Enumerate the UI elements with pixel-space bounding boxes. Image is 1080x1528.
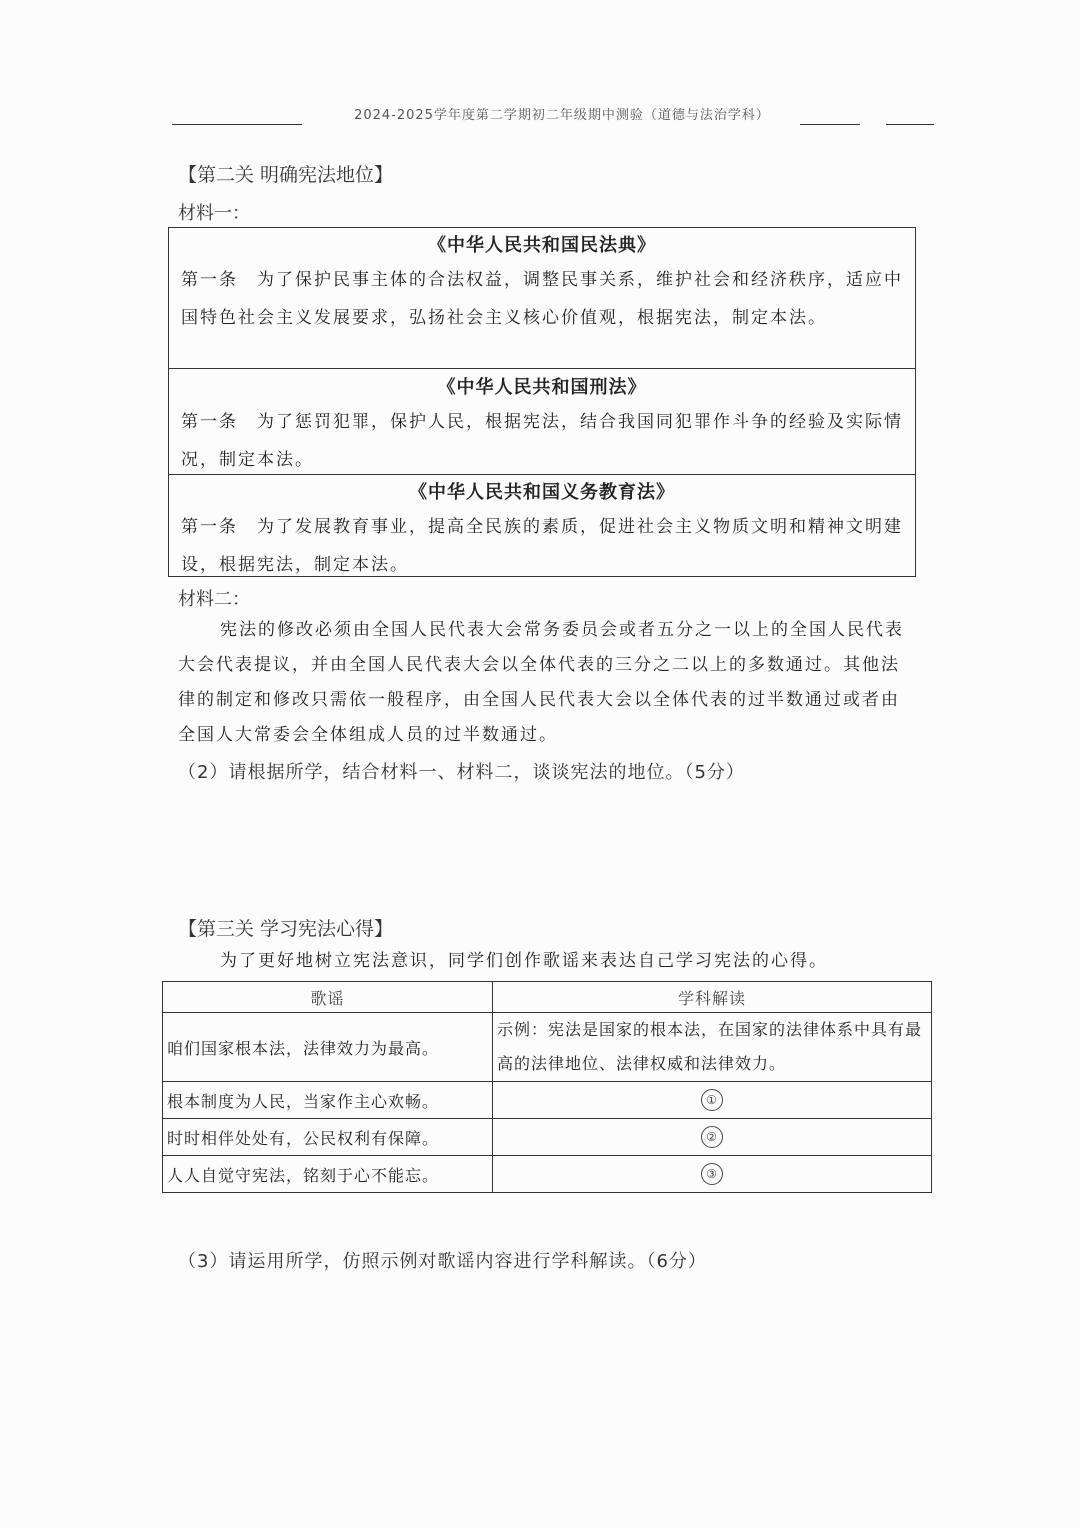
answer-slot-1 [493,1082,932,1119]
law-criminal [169,373,915,479]
answer-slot-3 [493,1156,932,1193]
material1-box [168,227,916,577]
law-compulsory-education [169,478,915,584]
column-header-rhyme: 歌谣 [163,982,493,1013]
law-divider [169,474,915,475]
table-row [163,1013,932,1082]
law-title: 《中华人民共和国义务教育法》 [409,482,675,503]
header-rule-end [886,124,934,125]
table-row [163,1119,932,1156]
law-title: 《中华人民共和国民法典》 [428,235,656,256]
material1-top-border [169,227,915,228]
question-3: （3）请运用所学，仿照示例对歌谣内容进行学科解读。（6分） [178,1251,707,1272]
material1-bottom-border [169,576,915,577]
table-header-row [163,982,932,1013]
law-title: 《中华人民共和国刑法》 [437,377,647,398]
table-row [163,1082,932,1119]
law-article: 第一条 为了发展教育事业，提高全民族的素质，促进社会主义物质文明和精神文明建设，根据宪法，制定本法。 [181,517,903,575]
rhyme-table [162,981,932,1193]
material2-text: 宪法的修改必须由全国人民代表大会常务委员会或者五分之一以上的全国人民代表大会代表提议，并由全国人民代表大会以全体代表的三分之二以上的多数通过。其他法律的制定和修改只需依一般程序，由全国人民代表大会以全体代表的过半数通过或者由全国人大常委会全体组成人员的过半数通过。 [178,620,904,745]
rhyme-cell: 人人自觉守宪法，铭刻于心不能忘。 [163,1156,493,1193]
header-rule-left [172,124,302,125]
law-divider [169,368,915,369]
answer-slot-2 [493,1119,932,1156]
table-row [163,1156,932,1193]
answer-marker: ③ [701,1163,723,1185]
column-header-explanation: 学科解读 [493,982,932,1013]
law-article: 第一条 为了保护民事主体的合法权益，调整民事关系，维护社会和经济秩序，适应中国特色社会主义发展要求，弘扬社会主义核心价值观，根据宪法，制定本法。 [181,270,903,328]
answer-marker: ② [701,1126,723,1148]
law-civil-code [169,231,915,337]
rhyme-cell: 咱们国家根本法，法律效力为最高。 [163,1013,493,1082]
section3-intro: 为了更好地树立宪法意识，同学们创作歌谣来表达自己学习宪法的心得。 [220,951,828,971]
exam-header: 2024-2025学年度第二学期初二年级期中测验（道德与法治学科） [354,108,770,123]
example-explanation-cell: 示例：宪法是国家的根本法，在国家的法律体系中具有最高的法律地位、法律权威和法律效力。 [493,1013,932,1082]
answer-marker: ① [701,1089,723,1111]
rhyme-cell: 根本制度为人民，当家作主心欢畅。 [163,1082,493,1119]
material1-label: 材料一： [178,203,250,224]
section2-title: 【第二关 明确宪法地位】 [178,164,394,186]
question-2: （2）请根据所学，结合材料一、材料二，谈谈宪法的地位。（5分） [178,762,745,783]
material2-label: 材料二： [178,589,250,610]
section3-title: 【第三关 学习宪法心得】 [178,918,394,940]
rhyme-cell: 时时相伴处处有，公民权利有保障。 [163,1119,493,1156]
header-rule-right [800,124,860,125]
law-article: 第一条 为了惩罚犯罪，保护人民，根据宪法，结合我国同犯罪作斗争的经验及实际情况，制定本法。 [181,412,903,470]
